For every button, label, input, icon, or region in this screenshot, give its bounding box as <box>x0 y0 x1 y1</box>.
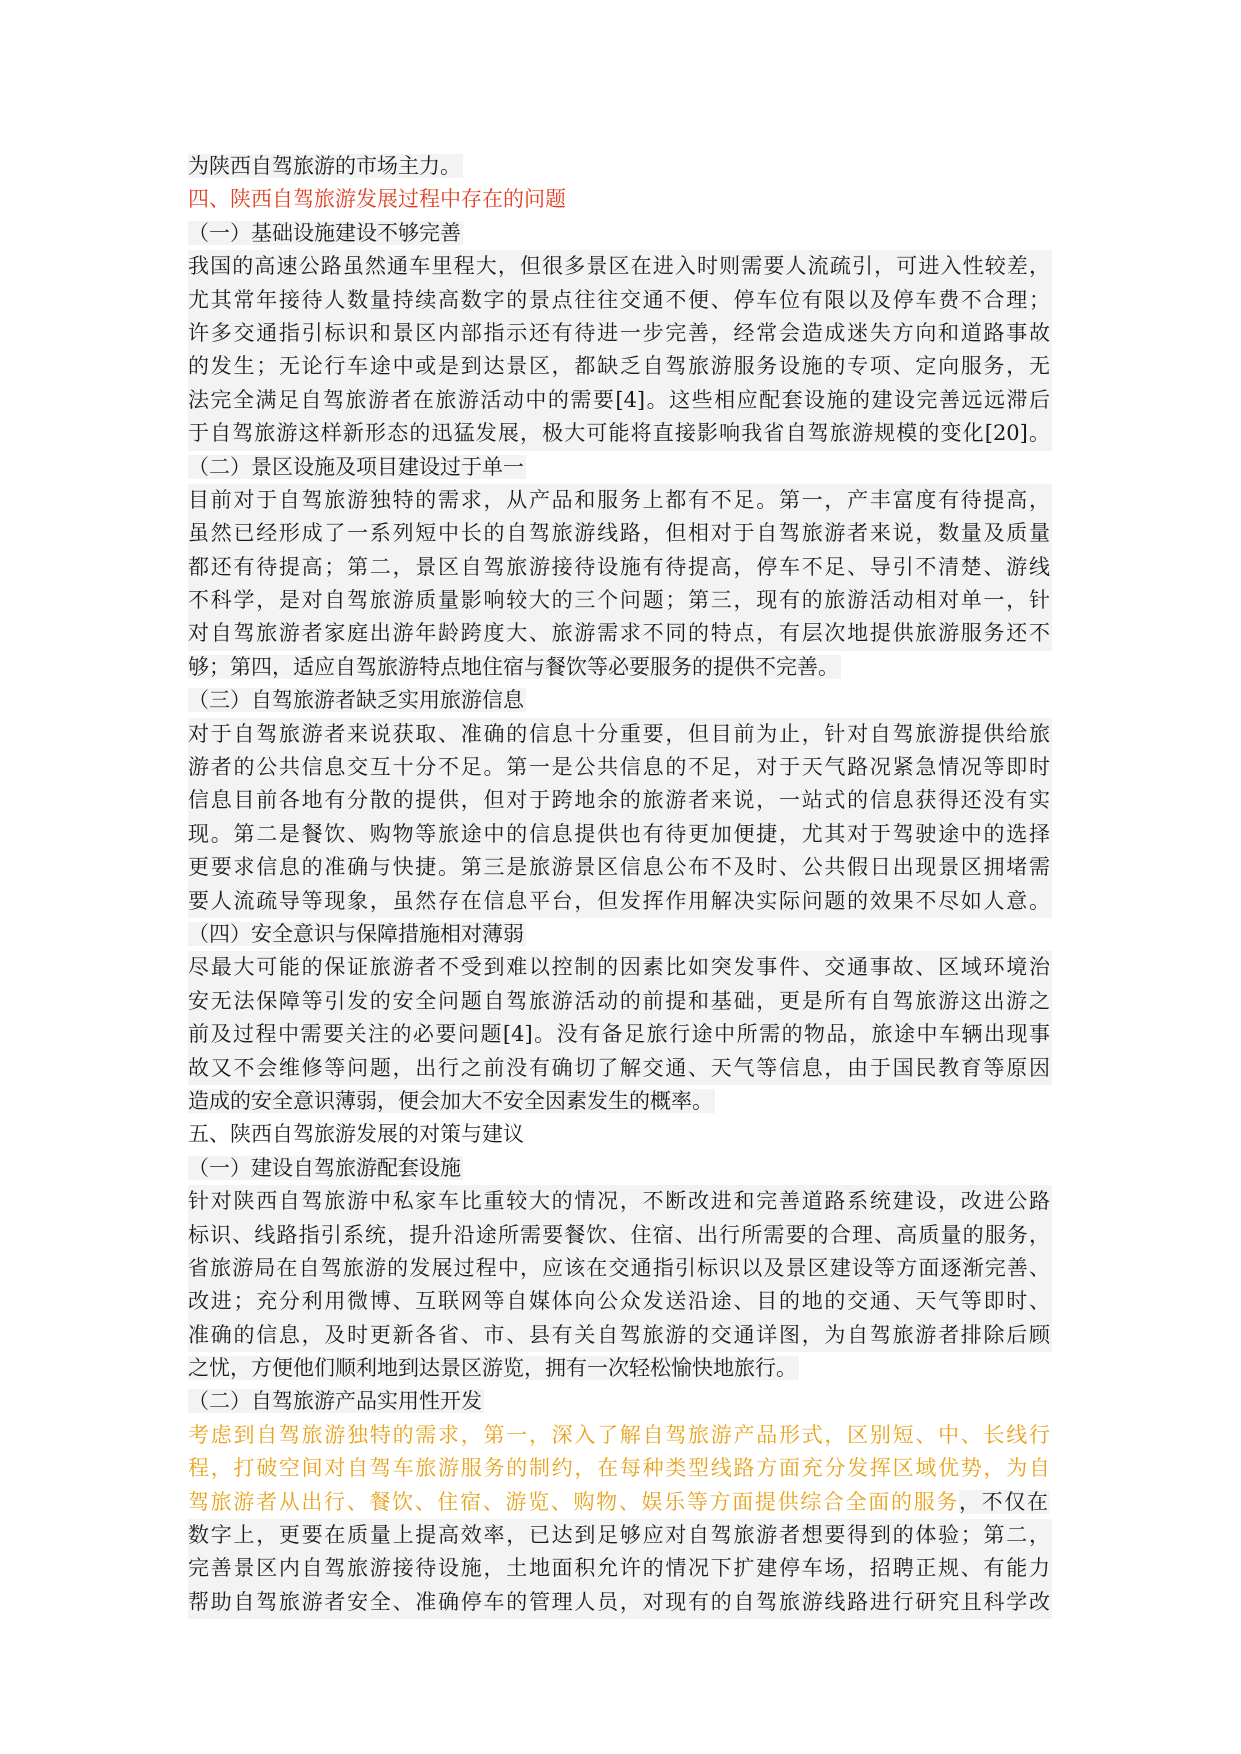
paragraph-text: 许多交通指引标识和景区内部指示还有待进一步完善，经常会造成迷失方向和道路事故 <box>188 317 1052 350</box>
text-line <box>188 718 1050 751</box>
paragraph-text: 我国的高速公路虽然通车里程大，但很多景区在进入时则需要人流疏引，可进入性较差， <box>188 250 1052 283</box>
text-line <box>188 1319 1050 1352</box>
text-line <box>188 1486 1050 1519</box>
paragraph-text: 于自驾旅游这样新形态的迅猛发展，极大可能将直接影响我省自驾旅游规模的变化[20]。 <box>188 417 1052 450</box>
highlighted-text: 驾旅游者从出行、餐饮、住宿、游览、购物、娱乐等方面提供综合全面的服务 <box>188 1489 959 1514</box>
paragraph-text: 准确的信息，及时更新各省、市、县有关自驾旅游的交通详图，为自驾旅游者排除后顾 <box>188 1319 1052 1352</box>
text-line <box>188 1085 1050 1118</box>
text-line <box>188 350 1050 383</box>
paragraph-text: 游者的公共信息交互十分不足。第一是公共信息的不足，对于天气路况紧急情况等即时 <box>188 751 1052 784</box>
paragraph-text: 对于自驾旅游者来说获取、准确的信息十分重要，但目前为止，针对自驾旅游提供给旅 <box>188 718 1052 751</box>
paragraph-text: 对自驾旅游者家庭出游年龄跨度大、旅游需求不同的特点，有层次地提供旅游服务还不 <box>188 617 1052 650</box>
paragraph-text: 更要求信息的准确与快捷。第三是旅游景区信息公布不及时、公共假日出现景区拥堵需 <box>188 851 1052 884</box>
text-line <box>188 1385 1050 1418</box>
text-line <box>188 651 1050 684</box>
text-line <box>188 150 1050 183</box>
paragraph-text: 之忧，方便他们顺利地到达景区游览，拥有一次轻松愉快地旅行。 <box>188 1356 797 1381</box>
paragraph-text: 为陕西自驾旅游的市场主力。 <box>188 154 461 178</box>
text-line <box>188 217 1050 250</box>
paragraph-text: （四）安全意识与保障措施相对薄弱 <box>188 921 524 946</box>
paragraph-text: 不科学，是对自驾旅游质量影响较大的三个问题；第三，现有的旅游活动相对单一，针 <box>188 584 1052 617</box>
text-line <box>188 784 1050 817</box>
paragraph-text: 标识、线路指引系统，提升沿途所需要餐饮、住宿、出行所需要的合理、高质量的服务， <box>188 1219 1052 1252</box>
paragraph-text: 省旅游局在自驾旅游的发展过程中，应该在交通指引标识以及景区建设等方面逐渐完善、 <box>188 1252 1052 1285</box>
paragraph-text: 信息目前各地有分散的提供，但对于跨地余的旅游者来说，一站式的信息获得还没有实 <box>188 784 1052 817</box>
text-line <box>188 1118 1050 1151</box>
paragraph-text: 虽然已经形成了一系列短中长的自驾旅游线路，但相对于自驾旅游者来说，数量及质量 <box>188 517 1052 550</box>
paragraph-text: 尽最大可能的保证旅游者不受到难以控制的因素比如突发事件、交通事故、区域环境治 <box>188 951 1052 984</box>
paragraph-text: 安无法保障等引发的安全问题自驾旅游活动的前提和基础，更是所有自驾旅游这出游之 <box>188 985 1052 1018</box>
paragraph-text: 针对陕西自驾旅游中私家车比重较大的情况，不断改进和完善道路系统建设，改进公路 <box>188 1185 1052 1218</box>
document-body <box>188 150 1050 1619</box>
paragraph-text: 帮助自驾旅游者安全、准确停车的管理人员，对现有的自驾旅游线路进行研究且科学改 <box>188 1586 1052 1619</box>
text-line <box>188 183 1050 216</box>
text-line <box>188 684 1050 717</box>
paragraph-text: 目前对于自驾旅游独特的需求，从产品和服务上都有不足。第一，产丰富度有待提高， <box>188 484 1052 517</box>
paragraph-text: 尤其常年接待人数量持续高数字的景点往往交通不便、停车位有限以及停车费不合理； <box>188 284 1052 317</box>
text-line <box>188 1352 1050 1385</box>
paragraph-text: 造成的安全意识薄弱，便会加大不安全因素发生的概率。 <box>188 1088 713 1113</box>
paragraph-text: 要人流疏导等现象，虽然存在信息平台，但发挥作用解决实际问题的效果不尽如人意。 <box>188 885 1052 918</box>
paragraph-text: 完善景区内自驾旅游接待设施，土地面积允许的情况下扩建停车场，招聘正规、有能力 <box>188 1552 1052 1585</box>
paragraph-text: （一）基础设施建设不够完善 <box>188 220 461 245</box>
paragraph-text: （二）景区设施及项目建设过于单一 <box>188 454 524 479</box>
section-heading: 五、陕西自驾旅游发展的对策与建议 <box>188 1122 524 1147</box>
text-line <box>188 384 1050 417</box>
text-line <box>188 484 1050 517</box>
text-line <box>188 1219 1050 1252</box>
text-line <box>188 918 1050 951</box>
paragraph-text: 故又不会维修等问题，出行之前没有确切了解交通、天气等信息，由于国民教育等原因 <box>188 1052 1052 1085</box>
text-line <box>188 751 1050 784</box>
highlighted-text: 程，打破空间对自驾车旅游服务的制约，在每种类型线路方面充分发挥区域优势，为自 <box>188 1456 1050 1481</box>
text-line <box>188 1419 1050 1452</box>
paragraph-text: 都还有待提高；第二，景区自驾旅游接待设施有待提高，停车不足、导引不清楚、游线 <box>188 551 1052 584</box>
text-line <box>188 451 1050 484</box>
text-line <box>188 985 1050 1018</box>
text-line <box>188 284 1050 317</box>
text-line <box>188 1185 1050 1218</box>
text-line <box>188 1452 1050 1485</box>
section-heading: 四、陕西自驾旅游发展过程中存在的问题 <box>188 187 566 212</box>
paragraph-text: 前及过程中需要关注的必要问题[4]。没有备足旅行途中所需的物品，旅途中车辆出现事 <box>188 1018 1052 1051</box>
paragraph-text: （一）建设自驾旅游配套设施 <box>188 1155 461 1180</box>
text-line <box>188 1519 1050 1552</box>
text-line <box>188 317 1050 350</box>
text-segment: ，不仅在 <box>958 1489 1049 1514</box>
paragraph-text: （三）自驾旅游者缺乏实用旅游信息 <box>188 688 524 713</box>
paragraph-text: 改进；充分利用微博、互联网等自媒体向公众发送沿途、目的地的交通、天气等即时、 <box>188 1285 1052 1318</box>
text-line <box>188 1152 1050 1185</box>
text-line <box>188 250 1050 283</box>
text-line <box>188 1018 1050 1051</box>
paragraph-text: 现。第二是餐饮、购物等旅途中的信息提供也有待更加便捷，尤其对于驾驶途中的选择 <box>188 818 1052 851</box>
text-line <box>188 584 1050 617</box>
text-line <box>188 1285 1050 1318</box>
text-line <box>188 1252 1050 1285</box>
text-line <box>188 951 1050 984</box>
text-line <box>188 885 1050 918</box>
paragraph-text: 数字上，更要在质量上提高效率，已达到足够应对自驾旅游者想要得到的体验；第二， <box>188 1519 1052 1552</box>
paragraph-text: 够；第四，适应自驾旅游特点地住宿与餐饮等必要服务的提供不完善。 <box>188 654 839 679</box>
text-line <box>188 818 1050 851</box>
highlighted-text: 考虑到自驾旅游独特的需求，第一，深入了解自驾旅游产品形式，区别短、中、长线行 <box>188 1422 1050 1447</box>
text-line <box>188 1552 1050 1585</box>
text-line <box>188 851 1050 884</box>
paragraph-text: 法完全满足自驾旅游者在旅游活动中的需要[4]。这些相应配套设施的建设完善远远滞后 <box>188 384 1052 417</box>
text-line <box>188 551 1050 584</box>
text-line <box>188 417 1050 450</box>
text-line <box>188 1052 1050 1085</box>
text-line <box>188 617 1050 650</box>
text-line <box>188 1586 1050 1619</box>
text-line <box>188 517 1050 550</box>
paragraph-text: （二）自驾旅游产品实用性开发 <box>188 1389 482 1414</box>
paragraph-text: 的发生；无论行车途中或是到达景区，都缺乏自驾旅游服务设施的专项、定向服务，无 <box>188 350 1052 383</box>
